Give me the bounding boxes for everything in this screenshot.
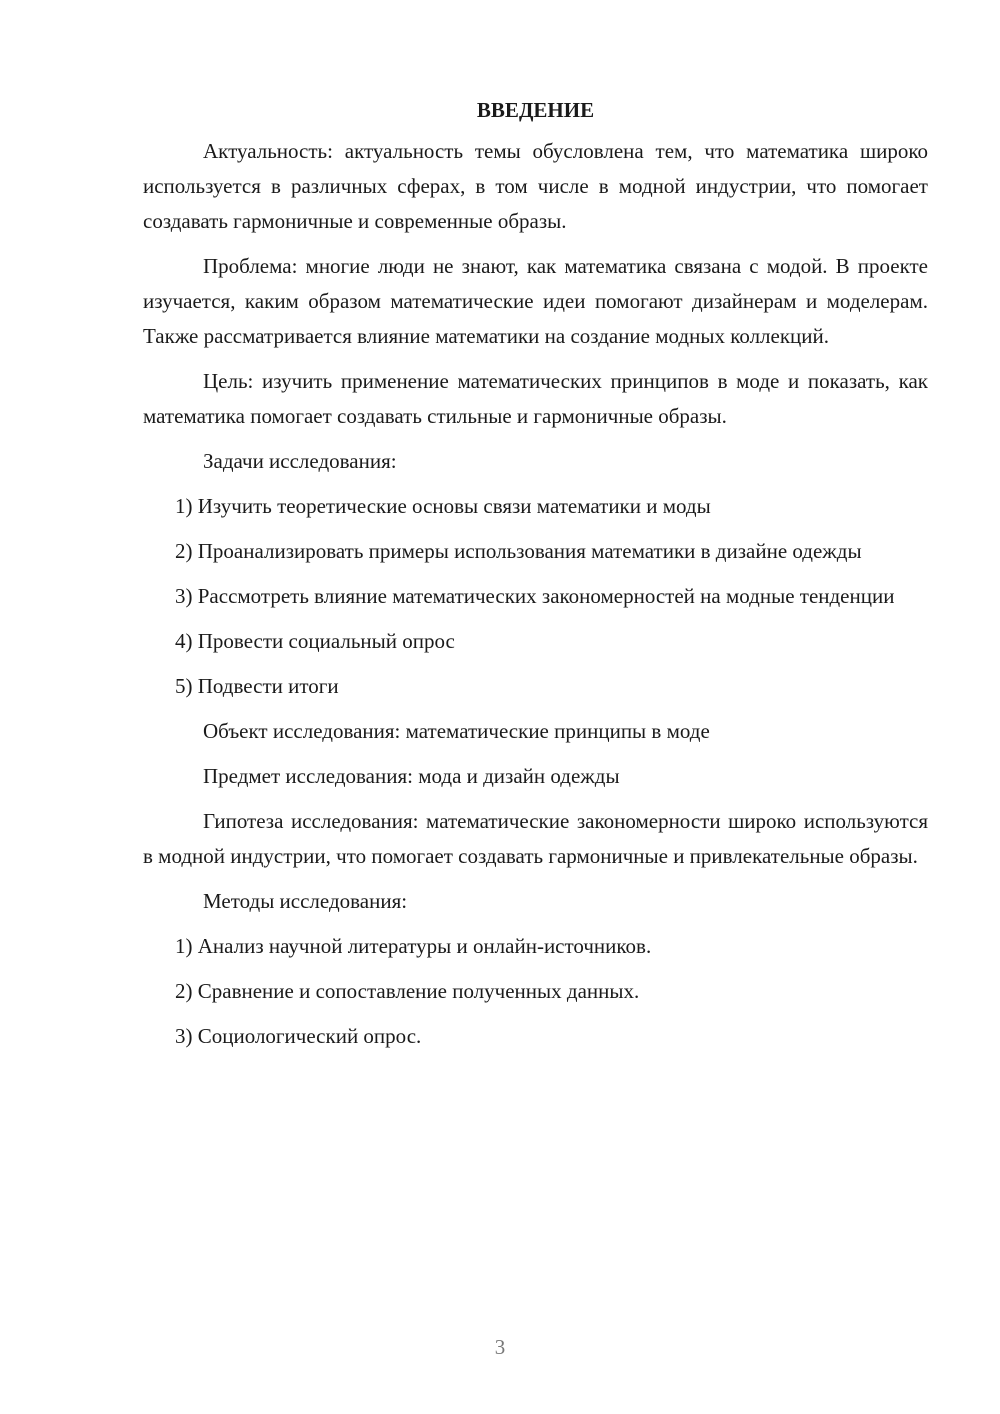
page-number: 3 <box>494 1335 506 1359</box>
task-item-3: 3) Рассмотреть влияние математических закономерностей на модные тенденции <box>175 584 895 608</box>
task-item-4: 4) Провести социальный опрос <box>175 629 455 653</box>
hypothesis-paragraph: Гипотеза исследования: математические закономерности широко используются в модной индустрии, что помогает создавать гармоничные и привлекательные образы. <box>143 809 928 868</box>
task-item-1: 1) Изучить теоретические основы связи математики и моды <box>175 494 711 518</box>
methods-heading: Методы исследования: <box>203 889 408 913</box>
problem-paragraph: Проблема: многие люди не знают, как математика связана с модой. В проекте изучается, каким образом математические идеи помогают дизайнерам и моделерам. Также рассматривается влияние математики на создание модных коллекций. <box>143 254 928 348</box>
subject-line: Предмет исследования: мода и дизайн одежды <box>203 764 620 788</box>
section-title: ВВЕДЕНИЕ <box>476 98 595 122</box>
method-item-3: 3) Социологический опрос. <box>175 1024 422 1048</box>
task-item-5: 5) Подвести итоги <box>175 674 339 698</box>
task-item-2: 2) Проанализировать примеры использования математики в дизайне одежды <box>175 539 862 563</box>
method-item-2: 2) Сравнение и сопоставление полученных данных. <box>175 979 640 1003</box>
method-item-1: 1) Анализ научной литературы и онлайн-источников. <box>175 934 652 958</box>
object-line: Объект исследования: математические принципы в моде <box>203 719 710 743</box>
goal-paragraph: Цель: изучить применение математических принципов в моде и показать, как математика помогает создавать стильные и гармоничные образы. <box>143 369 928 428</box>
page-content <box>143 93 928 1064</box>
relevance-paragraph: Актуальность: актуальность темы обусловлена тем, что математика широко используется в различных сферах, в том числе в модной индустрии, что помогает создавать гармоничные и современные образы. <box>143 139 928 233</box>
tasks-heading: Задачи исследования: <box>203 449 397 473</box>
